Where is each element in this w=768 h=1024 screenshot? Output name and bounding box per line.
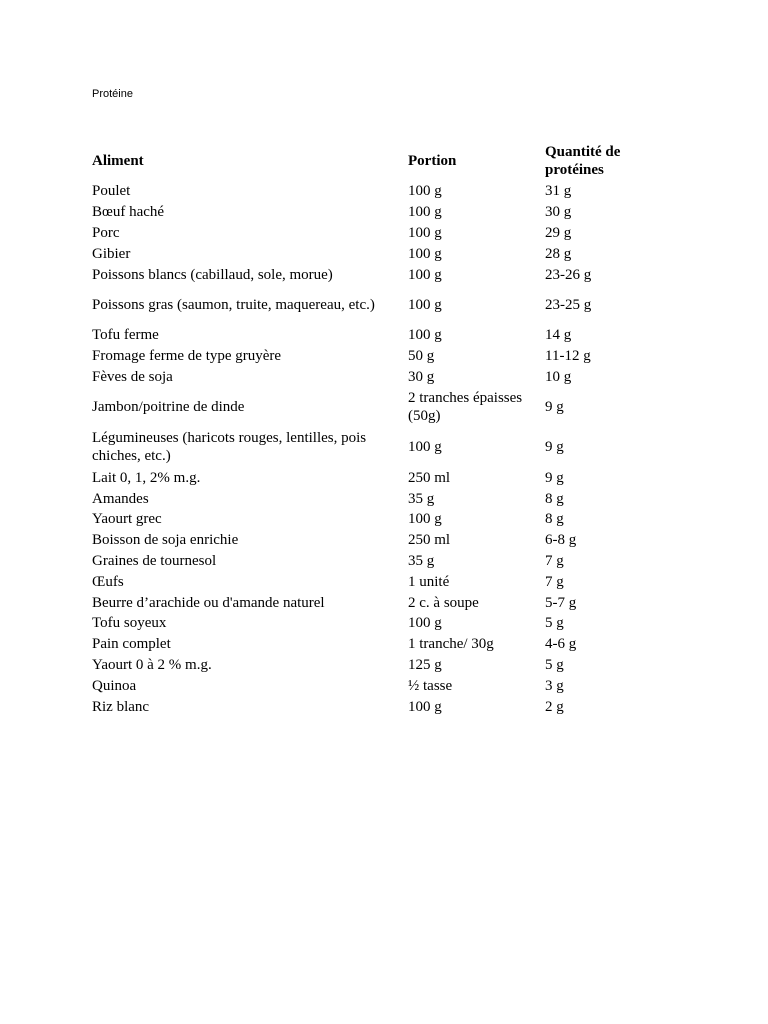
document-title: Protéine: [92, 88, 133, 100]
cell-aliment: Riz blanc: [92, 698, 150, 715]
cell-quantite: 5 g: [545, 615, 564, 632]
cell-portion: 100 g: [408, 224, 442, 241]
cell-aliment: Graines de tournesol: [92, 552, 217, 569]
table-row: [92, 696, 655, 717]
cell-portion: 100 g: [408, 266, 442, 283]
cell-portion: 100 g: [408, 511, 442, 528]
cell-portion: 100 g: [408, 296, 442, 313]
cell-quantite: 23-25 g: [545, 296, 592, 313]
table-row: [92, 387, 655, 427]
cell-quantite: 11-12 g: [545, 348, 591, 365]
cell-aliment: Quinoa: [92, 677, 137, 694]
cell-aliment: Pain complet: [92, 636, 171, 653]
cell-portion: 2 c. à soupe: [408, 594, 479, 611]
cell-portion: 100 g: [408, 204, 442, 221]
cell-portion: 1 tranche/ 30g: [408, 636, 494, 653]
table-row: [92, 202, 655, 223]
cell-aliment: Tofu ferme: [92, 327, 159, 344]
cell-aliment: Porc: [92, 224, 120, 241]
cell-aliment: Lait 0, 1, 2% m.g.: [92, 469, 201, 486]
cell-quantite: 23-26 g: [545, 266, 592, 283]
cell-quantite: 7 g: [545, 573, 564, 590]
cell-aliment: Amandes: [92, 490, 149, 507]
table-row: [92, 325, 655, 346]
cell-quantite: 10 g: [545, 368, 572, 385]
cell-quantite: 3 g: [545, 677, 564, 694]
header-quantite: Quantité de protéines: [545, 144, 621, 178]
protein-table: [92, 141, 655, 717]
cell-portion: 2 tranches épaisses (50g): [408, 390, 523, 425]
cell-portion: 100 g: [408, 698, 442, 715]
cell-quantite: 6-8 g: [545, 532, 577, 549]
cell-quantite: 8 g: [545, 490, 564, 507]
cell-aliment: Poissons gras (saumon, truite, maquereau, etc.): [92, 296, 375, 313]
cell-aliment: Beurre d’arachide ou d'amande naturel: [92, 594, 325, 611]
table-row: [92, 675, 655, 696]
cell-quantite: 5-7 g: [545, 594, 577, 611]
cell-aliment: Boisson de soja enrichie: [92, 532, 239, 549]
cell-aliment: Poulet: [92, 183, 131, 200]
cell-quantite: 14 g: [545, 327, 572, 344]
cell-aliment: Gibier: [92, 245, 131, 262]
cell-portion: 125 g: [408, 656, 442, 673]
table-row: [92, 530, 655, 551]
cell-portion: 1 unité: [408, 573, 450, 590]
table-header-row: [92, 141, 655, 181]
cell-aliment: Jambon/poitrine de dinde: [92, 399, 245, 416]
cell-quantite: 29 g: [545, 224, 572, 241]
cell-aliment: Fromage ferme de type gruyère: [92, 348, 282, 365]
cell-quantite: 4-6 g: [545, 636, 577, 653]
table-row: [92, 346, 655, 367]
cell-portion: 100 g: [408, 615, 442, 632]
cell-portion: 50 g: [408, 348, 435, 365]
header-portion: Portion: [408, 153, 457, 169]
table-row: [92, 223, 655, 244]
cell-portion: 100 g: [408, 439, 442, 456]
header-aliment: Aliment: [92, 153, 144, 169]
cell-aliment: Poissons blancs (cabillaud, sole, morue): [92, 266, 333, 283]
cell-portion: 35 g: [408, 490, 435, 507]
table-row: [92, 367, 655, 388]
cell-aliment: Tofu soyeux: [92, 615, 167, 632]
cell-quantite: 9 g: [545, 439, 564, 456]
cell-quantite: 30 g: [545, 204, 572, 221]
table-row: [92, 488, 655, 509]
table-row: [92, 427, 655, 467]
cell-portion: 100 g: [408, 245, 442, 262]
table-row: [92, 634, 655, 655]
table-row: [92, 264, 655, 285]
cell-quantite: 7 g: [545, 552, 564, 569]
table-row: [92, 285, 655, 325]
cell-aliment: Fèves de soja: [92, 368, 173, 385]
cell-portion: 30 g: [408, 368, 435, 385]
table-row: [92, 509, 655, 530]
cell-portion: 250 ml: [408, 469, 451, 486]
table-row: [92, 181, 655, 202]
cell-quantite: 2 g: [545, 698, 564, 715]
cell-portion: 250 ml: [408, 532, 451, 549]
cell-aliment: Yaourt grec: [92, 511, 162, 528]
cell-aliment: Yaourt 0 à 2 % m.g.: [92, 656, 212, 673]
cell-portion: 100 g: [408, 183, 442, 200]
table-row: [92, 613, 655, 634]
table-row: [92, 551, 655, 572]
cell-quantite: 5 g: [545, 656, 564, 673]
table-row: [92, 467, 655, 488]
cell-portion: 100 g: [408, 327, 442, 344]
table-row: [92, 655, 655, 676]
cell-quantite: 28 g: [545, 245, 572, 262]
table-row: [92, 592, 655, 613]
cell-quantite: 9 g: [545, 399, 564, 416]
cell-portion: 35 g: [408, 552, 435, 569]
cell-quantite: 31 g: [545, 183, 572, 200]
cell-aliment: Œufs: [92, 573, 124, 590]
table-row: [92, 571, 655, 592]
cell-portion: ½ tasse: [408, 677, 453, 694]
cell-quantite: 8 g: [545, 511, 564, 528]
cell-aliment: Légumineuses (haricots rouges, lentilles, pois chiches, etc.): [92, 430, 367, 465]
cell-quantite: 9 g: [545, 469, 564, 486]
cell-aliment: Bœuf haché: [92, 204, 165, 221]
table-row: [92, 243, 655, 264]
